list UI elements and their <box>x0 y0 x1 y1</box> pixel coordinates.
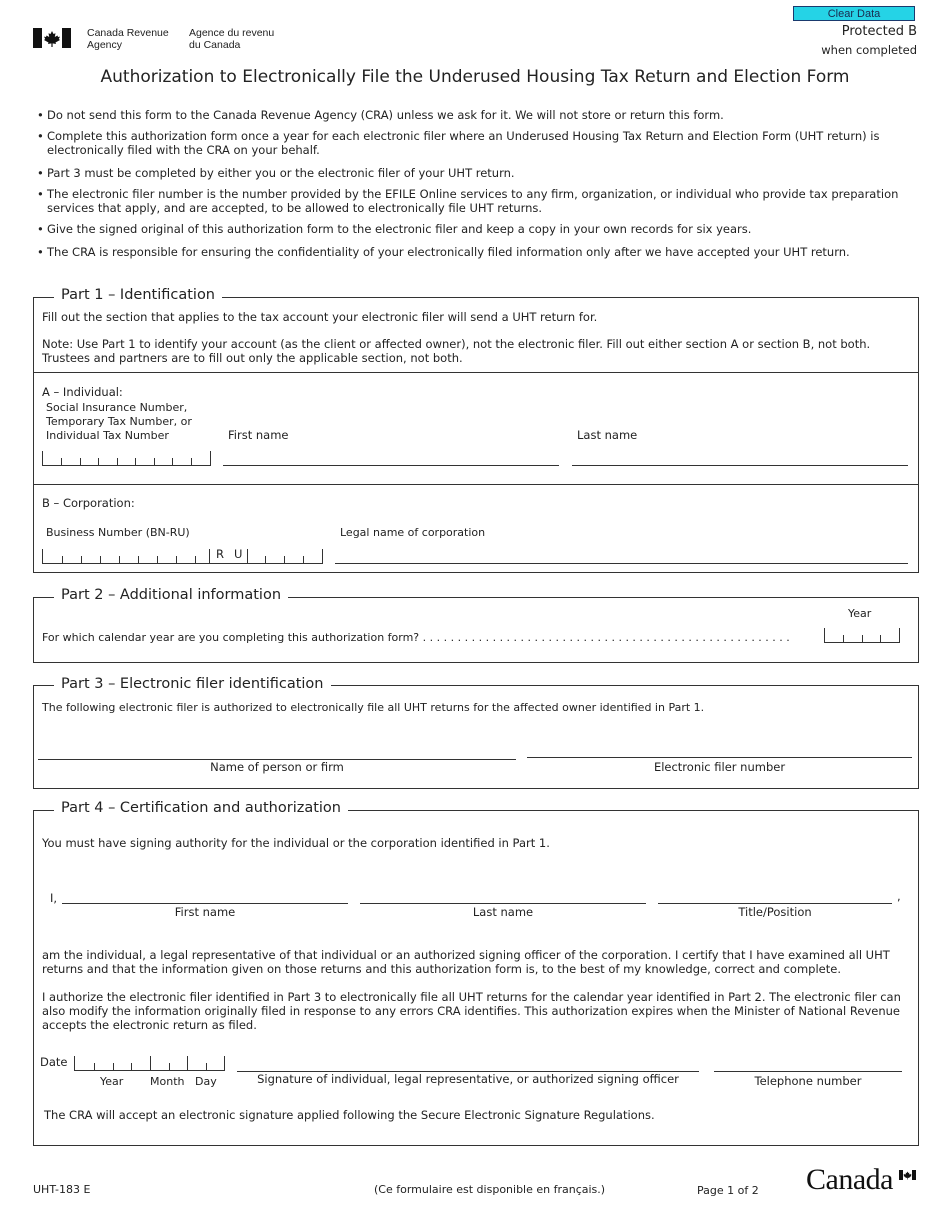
business-number-label: Business Number (BN-RU) <box>46 526 190 539</box>
cert-title-caption: Title/Position <box>738 905 812 919</box>
agency-name-fr: Agence du revenu du Canada <box>189 27 275 51</box>
part1-note: Note: Use Part 1 to identify your account (as the client or affected owner), not the electronic filer. Fill out either section A or section B, not both. Trustees and partners are to fill out only the applicable section, not both. <box>42 337 871 365</box>
legal-name-input[interactable] <box>335 563 908 564</box>
date-year-caption: Year <box>100 1075 124 1088</box>
year-input[interactable] <box>824 628 900 643</box>
page-number: Page 1 of 2 <box>697 1184 759 1197</box>
french-availability-note: (Ce formulaire est disponible en français.) <box>374 1183 606 1196</box>
instruction-item: • Part 3 must be completed by either you or the electronic filer of your UHT return. <box>37 166 912 180</box>
instructions-list <box>37 108 912 266</box>
cert-last-name-input[interactable] <box>360 903 646 904</box>
cert-first-name-caption: First name <box>174 905 236 919</box>
cert-title-input[interactable] <box>658 903 892 904</box>
date-month-caption: Month <box>150 1075 185 1088</box>
bn-r-letter: R <box>216 547 224 561</box>
date-day-caption: Day <box>195 1075 217 1088</box>
instruction-item: • Give the signed original of this authorization form to the electronic filer and keep a copy in your own records for six years. <box>37 222 912 236</box>
agency-name-en: Canada Revenue Agency <box>87 27 169 51</box>
section-b-label: B – Corporation: <box>42 496 135 510</box>
form-number: UHT-183 E <box>33 1183 91 1196</box>
clear-data-button[interactable]: Clear Data <box>793 6 915 21</box>
form-title: Authorization to Electronically File the Underused Housing Tax Return and Election Form <box>100 67 850 87</box>
last-name-label: Last name <box>577 428 638 442</box>
cert-first-name-input[interactable] <box>62 903 348 904</box>
section-a-label: A – Individual: <box>42 385 123 399</box>
business-number-input[interactable] <box>42 549 323 564</box>
last-name-input[interactable] <box>572 465 908 466</box>
wordmark-flag-icon <box>899 1169 916 1179</box>
instruction-item: • The CRA is responsible for ensuring the confidentiality of your electronically filed information only after we have accepted your UHT return. <box>37 245 912 259</box>
filer-number-caption: Electronic filer number <box>653 760 786 774</box>
date-input[interactable] <box>74 1056 225 1071</box>
protected-label: Protected B <box>841 24 917 39</box>
part4-section <box>33 810 919 1146</box>
when-completed-label: when completed <box>821 43 917 57</box>
part2-section <box>33 597 919 663</box>
instruction-item: • Do not send this form to the Canada Revenue Agency (CRA) unless we ask for it. We will not store or return this form. <box>37 108 912 122</box>
part1-legend: Part 1 – Identification <box>54 286 222 304</box>
signing-authority-text: You must have signing authority for the individual or the corporation identified in Part 1. <box>42 836 550 850</box>
part2-legend: Part 2 – Additional information <box>54 586 288 604</box>
first-name-input[interactable] <box>223 465 559 466</box>
part4-legend: Part 4 – Certification and authorization <box>54 799 348 817</box>
esignature-note: The CRA will accept an electronic signature applied following the Secure Electronic Signature Regulations. <box>44 1108 655 1122</box>
filer-name-caption: Name of person or firm <box>210 760 344 774</box>
instruction-item: • Complete this authorization form once a year for each electronic filer where an Underused Housing Tax Return and Election Form (UHT return) is electronically filed with the CRA on your behalf. <box>37 129 912 157</box>
first-name-label: First name <box>228 428 289 442</box>
canada-wordmark: Canada <box>806 1163 893 1196</box>
part3-legend: Part 3 – Electronic filer identification <box>54 675 331 693</box>
part1-intro: Fill out the section that applies to the tax account your electronic filer will send a UHT return for. <box>42 310 598 324</box>
authorization-text: I authorize the electronic filer identified in Part 3 to electronically file all UHT returns for the calendar year identified in Part 2. The electronic filer can also modify the information originally filed in response to any errors CRA identifies. This authorization expires when the Minister of National Revenue accepts the electronic return as filed. <box>42 990 901 1032</box>
filer-number-input[interactable] <box>527 757 912 758</box>
bn-u-letter: U <box>234 547 243 561</box>
certification-text: am the individual, a legal representative of that individual or an authorized signing officer of the corporation. I certify that I have examined all UHT returns and that the information given on those returns and this authorization form is, to the best of my knowledge, correct and complete. <box>42 948 890 976</box>
legal-name-label: Legal name of corporation <box>340 526 486 539</box>
calendar-year-question: For which calendar year are you completing this authorization form? . . . . . . . . . . . . . . . . . . . . . . . . . . . . . . . . . . . . . . . . . . . . . . . . . . . . . <box>42 631 790 644</box>
instruction-item: • The electronic filer number is the number provided by the EFILE Online services to any firm, organization, or individual who provide tax preparation services that apply, and are accepted, to be allowed to electronically file UHT returns. <box>37 187 912 215</box>
sin-label: Social Insurance Number, Temporary Tax Number, or Individual Tax Number <box>46 401 192 442</box>
telephone-caption: Telephone number <box>754 1074 862 1088</box>
date-label: Date <box>40 1055 68 1069</box>
signature-caption: Signature of individual, legal representative, or authorized signing officer <box>257 1072 679 1086</box>
sin-input[interactable] <box>42 451 211 466</box>
comma-mark: , <box>897 889 901 903</box>
government-flag-logo <box>33 28 71 48</box>
cert-last-name-caption: Last name <box>472 905 534 919</box>
telephone-input[interactable] <box>714 1071 902 1072</box>
i-label: I, <box>50 891 58 905</box>
year-label: Year <box>848 607 872 620</box>
part3-intro: The following electronic filer is authorized to electronically file all UHT returns for the affected owner identified in Part 1. <box>42 701 705 714</box>
